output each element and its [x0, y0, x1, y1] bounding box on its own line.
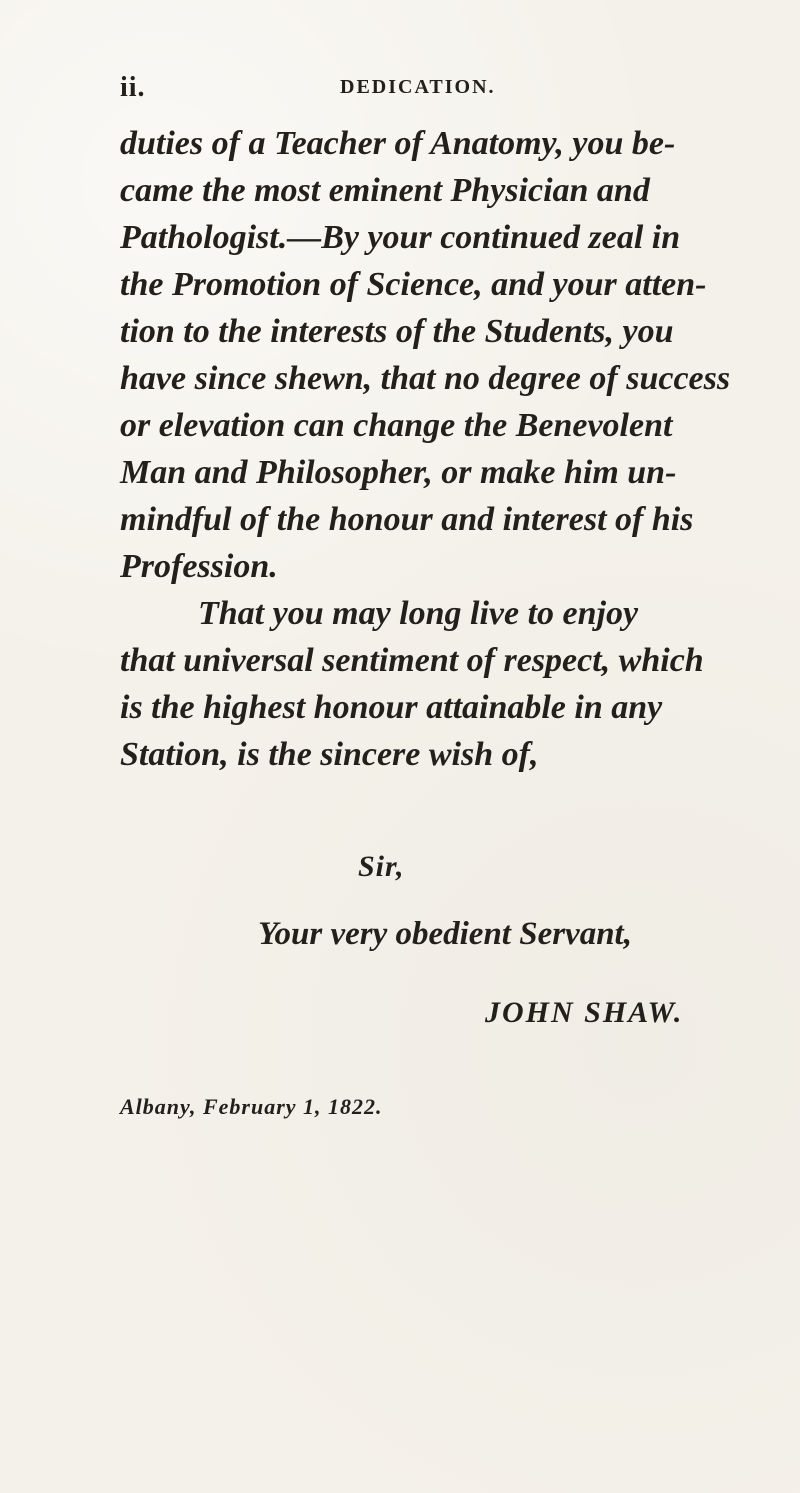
text-line: Profession.	[120, 548, 278, 585]
text-line: that universal sentiment of respect, which	[120, 642, 704, 679]
text-line: is the highest honour attainable in any	[120, 689, 663, 726]
text-line: mindful of the honour and interest of his	[120, 501, 694, 538]
dedication-text	[120, 120, 750, 778]
place-date: Albany, February 1, 1822.	[120, 1094, 383, 1119]
text-line: the Promotion of Science, and your atten-	[120, 266, 707, 303]
salutation: Sir,	[358, 850, 405, 883]
text-line: Pathologist.—By your continued zeal in	[120, 219, 681, 256]
text-line: duties of a Teacher of Anatomy, you be-	[120, 125, 676, 162]
author-signature: JOHN SHAW.	[485, 996, 684, 1029]
text-line: Man and Philosopher, or make him un-	[120, 454, 677, 491]
running-title: DEDICATION.	[340, 76, 496, 98]
text-line: have since shewn, that no degree of success	[120, 360, 731, 397]
text-line: or elevation can change the Benevolent	[120, 407, 673, 444]
text-line: That you may long live to enjoy	[198, 595, 639, 632]
page-number: ii.	[120, 72, 146, 103]
text-line: came the most eminent Physician and	[120, 172, 650, 209]
text-line: Station, is the sincere wish of,	[120, 736, 539, 773]
closing-line: Your very obedient Servant,	[258, 916, 632, 952]
text-line: tion to the interests of the Students, you	[120, 313, 674, 350]
page-header	[120, 70, 680, 110]
